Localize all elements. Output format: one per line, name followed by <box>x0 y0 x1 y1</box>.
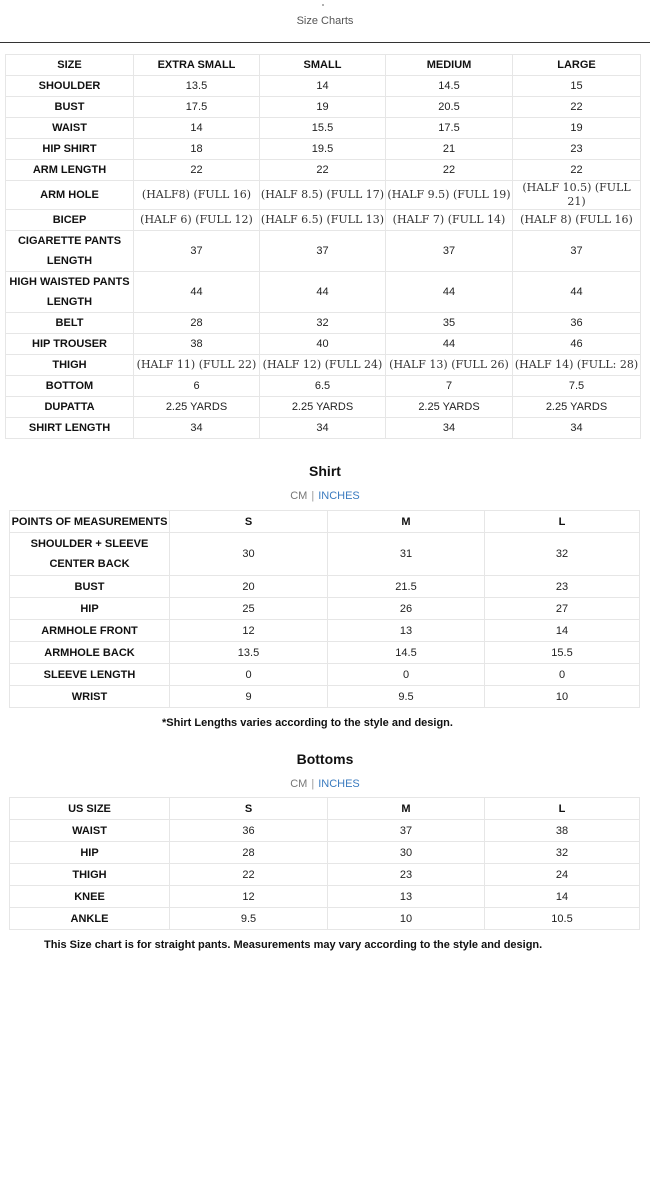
shirt-row-label: HIP <box>10 598 170 620</box>
size-chart-value-cell: 22 <box>386 160 513 181</box>
size-chart-table <box>5 54 641 439</box>
bottoms-value-cell: 37 <box>328 820 485 842</box>
page-title: Size Charts <box>296 15 354 27</box>
shirt-row-label: WRIST <box>10 686 170 708</box>
size-chart-value-cell: (HALF 8.5) (FULL 17) <box>260 181 386 210</box>
size-chart-value-cell: 36 <box>513 313 641 334</box>
size-chart-header-cell: SMALL <box>260 55 386 76</box>
shirt-table-row <box>10 686 640 708</box>
shirt-table-row <box>10 620 640 642</box>
size-chart-value-cell: 19.5 <box>260 139 386 160</box>
header-dot <box>322 4 324 6</box>
shirt-header-cell: S <box>170 511 328 533</box>
size-chart-value-cell: 14 <box>134 118 260 139</box>
size-chart-value-cell: 19 <box>513 118 641 139</box>
size-chart-table-row <box>6 397 641 418</box>
bottoms-unit-toggle <box>0 778 650 790</box>
bottoms-row-label: THIGH <box>10 864 170 886</box>
size-chart-table-row <box>6 376 641 397</box>
size-chart-value-cell: 37 <box>134 231 260 272</box>
size-chart-value-cell: (HALF 14) (FULL: 28) <box>513 355 641 376</box>
bottoms-value-cell: 32 <box>485 842 640 864</box>
size-chart-table-row <box>6 334 641 355</box>
size-chart-value-cell: 15 <box>513 76 641 97</box>
size-chart-value-cell: (HALF8) (FULL 16) <box>134 181 260 210</box>
shirt-row-label: SHOULDER + SLEEVE CENTER BACK <box>10 533 170 576</box>
size-chart-value-cell: 6.5 <box>260 376 386 397</box>
shirt-unit-toggle <box>0 490 650 502</box>
bottoms-unit-separator: | <box>311 778 315 790</box>
size-chart-value-cell: 44 <box>260 272 386 313</box>
bottoms-value-cell: 22 <box>170 864 328 886</box>
shirt-value-cell: 0 <box>170 664 328 686</box>
size-chart-row-label: BELT <box>6 313 134 334</box>
shirt-table <box>9 510 640 708</box>
size-chart-value-cell: 20.5 <box>386 97 513 118</box>
size-chart-value-cell: (HALF 10.5) (FULL 21) <box>513 181 641 210</box>
size-chart-header-cell: SIZE <box>6 55 134 76</box>
size-chart-value-cell: 44 <box>386 334 513 355</box>
bottoms-table-row <box>10 864 640 886</box>
size-chart-value-cell: 34 <box>134 418 260 439</box>
size-chart-value-cell: 46 <box>513 334 641 355</box>
bottoms-table-row <box>10 820 640 842</box>
size-chart-value-cell: (HALF 8) (FULL 16) <box>513 210 641 231</box>
bottoms-value-cell: 24 <box>485 864 640 886</box>
size-chart-row-label: BOTTOM <box>6 376 134 397</box>
shirt-unit-separator: | <box>311 490 315 502</box>
bottoms-header-cell: US SIZE <box>10 798 170 820</box>
size-chart-row-label: SHOULDER <box>6 76 134 97</box>
shirt-row-label: ARMHOLE BACK <box>10 642 170 664</box>
size-chart-row-label: HIP SHIRT <box>6 139 134 160</box>
size-chart-value-cell: 7 <box>386 376 513 397</box>
size-chart-value-cell: 2.25 YARDS <box>386 397 513 418</box>
shirt-table-row <box>10 642 640 664</box>
bottoms-table-row <box>10 842 640 864</box>
shirt-table-row <box>10 598 640 620</box>
size-chart-table-row <box>6 418 641 439</box>
shirt-value-cell: 25 <box>170 598 328 620</box>
size-chart-value-cell: 38 <box>134 334 260 355</box>
shirt-value-cell: 26 <box>328 598 485 620</box>
shirt-value-cell: 32 <box>485 533 640 576</box>
size-chart-table-row <box>6 272 641 313</box>
size-chart-table-row <box>6 355 641 376</box>
shirt-row-label: SLEEVE LENGTH <box>10 664 170 686</box>
size-chart-row-label: ARM HOLE <box>6 181 134 210</box>
bottoms-row-label: ANKLE <box>10 908 170 930</box>
size-chart-header-row <box>6 55 641 76</box>
shirt-value-cell: 21.5 <box>328 576 485 598</box>
size-chart-value-cell: 35 <box>386 313 513 334</box>
size-chart-value-cell: 17.5 <box>134 97 260 118</box>
bottoms-section-title: Bottoms <box>296 751 354 767</box>
size-chart-row-label: HIP TROUSER <box>6 334 134 355</box>
bottoms-header-cell: M <box>328 798 485 820</box>
size-chart-value-cell: 34 <box>386 418 513 439</box>
size-chart-value-cell: 22 <box>260 160 386 181</box>
size-chart-value-cell: 44 <box>513 272 641 313</box>
shirt-value-cell: 0 <box>485 664 640 686</box>
shirt-header-cell: POINTS OF MEASUREMENTS <box>10 511 170 533</box>
page-header <box>0 0 650 43</box>
size-chart-table-row <box>6 210 641 231</box>
size-chart-table-row <box>6 97 641 118</box>
bottoms-unit-inches[interactable]: INCHES <box>318 778 360 790</box>
size-chart-table-row <box>6 139 641 160</box>
size-chart-value-cell: 14.5 <box>386 76 513 97</box>
size-chart-value-cell: 44 <box>134 272 260 313</box>
shirt-header-cell: M <box>328 511 485 533</box>
bottoms-value-cell: 36 <box>170 820 328 842</box>
size-chart-value-cell: 22 <box>513 97 641 118</box>
size-chart-row-label: CIGARETTE PANTS LENGTH <box>6 231 134 272</box>
size-chart-value-cell: 21 <box>386 139 513 160</box>
shirt-value-cell: 12 <box>170 620 328 642</box>
size-chart-value-cell: 18 <box>134 139 260 160</box>
shirt-row-label: BUST <box>10 576 170 598</box>
bottoms-value-cell: 10 <box>328 908 485 930</box>
bottoms-value-cell: 14 <box>485 886 640 908</box>
size-chart-value-cell: 23 <box>513 139 641 160</box>
bottoms-row-label: WAIST <box>10 820 170 842</box>
shirt-value-cell: 0 <box>328 664 485 686</box>
size-chart-row-label: ARM LENGTH <box>6 160 134 181</box>
size-chart-value-cell: 13.5 <box>134 76 260 97</box>
bottoms-table <box>9 797 640 930</box>
size-chart-value-cell: 7.5 <box>513 376 641 397</box>
size-chart-value-cell: 34 <box>513 418 641 439</box>
shirt-value-cell: 27 <box>485 598 640 620</box>
size-chart-value-cell: (HALF 6.5) (FULL 13) <box>260 210 386 231</box>
shirt-value-cell: 30 <box>170 533 328 576</box>
size-chart-value-cell: (HALF 6) (FULL 12) <box>134 210 260 231</box>
size-chart-header-cell: MEDIUM <box>386 55 513 76</box>
size-chart-row-label: SHIRT LENGTH <box>6 418 134 439</box>
size-chart-value-cell: (HALF 11) (FULL 22) <box>134 355 260 376</box>
size-chart-value-cell: 15.5 <box>260 118 386 139</box>
shirt-value-cell: 9 <box>170 686 328 708</box>
size-chart-row-label: WAIST <box>6 118 134 139</box>
size-chart-row-label: BICEP <box>6 210 134 231</box>
bottoms-row-label: HIP <box>10 842 170 864</box>
size-chart-table-row <box>6 76 641 97</box>
shirt-value-cell: 23 <box>485 576 640 598</box>
shirt-header-row <box>10 511 640 533</box>
size-chart-value-cell: 6 <box>134 376 260 397</box>
size-chart-value-cell: 22 <box>513 160 641 181</box>
size-chart-value-cell: 34 <box>260 418 386 439</box>
size-chart-row-label: HIGH WAISTED PANTS LENGTH <box>6 272 134 313</box>
size-chart-table-row <box>6 181 641 210</box>
bottoms-note: This Size chart is for straight pants. Measurements may vary according to the style and design. <box>44 939 543 951</box>
shirt-value-cell: 9.5 <box>328 686 485 708</box>
shirt-value-cell: 14 <box>485 620 640 642</box>
size-chart-table-row <box>6 118 641 139</box>
size-chart-value-cell: (HALF 12) (FULL 24) <box>260 355 386 376</box>
size-chart-value-cell: 37 <box>260 231 386 272</box>
shirt-section-title: Shirt <box>309 463 341 479</box>
size-chart-value-cell: 19 <box>260 97 386 118</box>
shirt-value-cell: 13.5 <box>170 642 328 664</box>
bottoms-row-label: KNEE <box>10 886 170 908</box>
shirt-table-row <box>10 576 640 598</box>
size-chart-row-label: DUPATTA <box>6 397 134 418</box>
bottoms-header-cell: S <box>170 798 328 820</box>
size-chart-value-cell: 17.5 <box>386 118 513 139</box>
bottoms-value-cell: 9.5 <box>170 908 328 930</box>
bottoms-value-cell: 10.5 <box>485 908 640 930</box>
shirt-note: *Shirt Lengths varies according to the style and design. <box>162 717 453 729</box>
size-chart-row-label: THIGH <box>6 355 134 376</box>
size-chart-value-cell: 37 <box>386 231 513 272</box>
size-chart-header-cell: LARGE <box>513 55 641 76</box>
size-chart-value-cell: (HALF 7) (FULL 14) <box>386 210 513 231</box>
shirt-value-cell: 20 <box>170 576 328 598</box>
size-chart-header-cell: EXTRA SMALL <box>134 55 260 76</box>
bottoms-value-cell: 38 <box>485 820 640 842</box>
shirt-value-cell: 13 <box>328 620 485 642</box>
size-chart-value-cell: (HALF 9.5) (FULL 19) <box>386 181 513 210</box>
bottoms-header-row <box>10 798 640 820</box>
size-chart-value-cell: 40 <box>260 334 386 355</box>
size-chart-value-cell: 2.25 YARDS <box>513 397 641 418</box>
size-chart-value-cell: 37 <box>513 231 641 272</box>
shirt-table-row <box>10 664 640 686</box>
bottoms-value-cell: 30 <box>328 842 485 864</box>
shirt-row-label: ARMHOLE FRONT <box>10 620 170 642</box>
size-chart-row-label: BUST <box>6 97 134 118</box>
bottoms-table-row <box>10 886 640 908</box>
shirt-header-cell: L <box>485 511 640 533</box>
shirt-value-cell: 31 <box>328 533 485 576</box>
bottoms-value-cell: 12 <box>170 886 328 908</box>
shirt-value-cell: 15.5 <box>485 642 640 664</box>
size-chart-value-cell: 2.25 YARDS <box>134 397 260 418</box>
bottoms-value-cell: 13 <box>328 886 485 908</box>
shirt-table-row <box>10 533 640 576</box>
bottoms-header-cell: L <box>485 798 640 820</box>
size-chart-value-cell: 22 <box>134 160 260 181</box>
shirt-value-cell: 14.5 <box>328 642 485 664</box>
bottoms-table-row <box>10 908 640 930</box>
size-chart-table-row <box>6 313 641 334</box>
size-chart-value-cell: 28 <box>134 313 260 334</box>
bottoms-value-cell: 28 <box>170 842 328 864</box>
shirt-unit-inches[interactable]: INCHES <box>318 490 360 502</box>
size-chart-value-cell: 14 <box>260 76 386 97</box>
shirt-value-cell: 10 <box>485 686 640 708</box>
size-chart-value-cell: 44 <box>386 272 513 313</box>
size-chart-value-cell: (HALF 13) (FULL 26) <box>386 355 513 376</box>
size-chart-value-cell: 2.25 YARDS <box>260 397 386 418</box>
bottoms-unit-cm[interactable]: CM <box>290 778 308 790</box>
size-chart-table-row <box>6 231 641 272</box>
shirt-unit-cm[interactable]: CM <box>290 490 308 502</box>
bottoms-value-cell: 23 <box>328 864 485 886</box>
size-chart-table-row <box>6 160 641 181</box>
size-chart-value-cell: 32 <box>260 313 386 334</box>
